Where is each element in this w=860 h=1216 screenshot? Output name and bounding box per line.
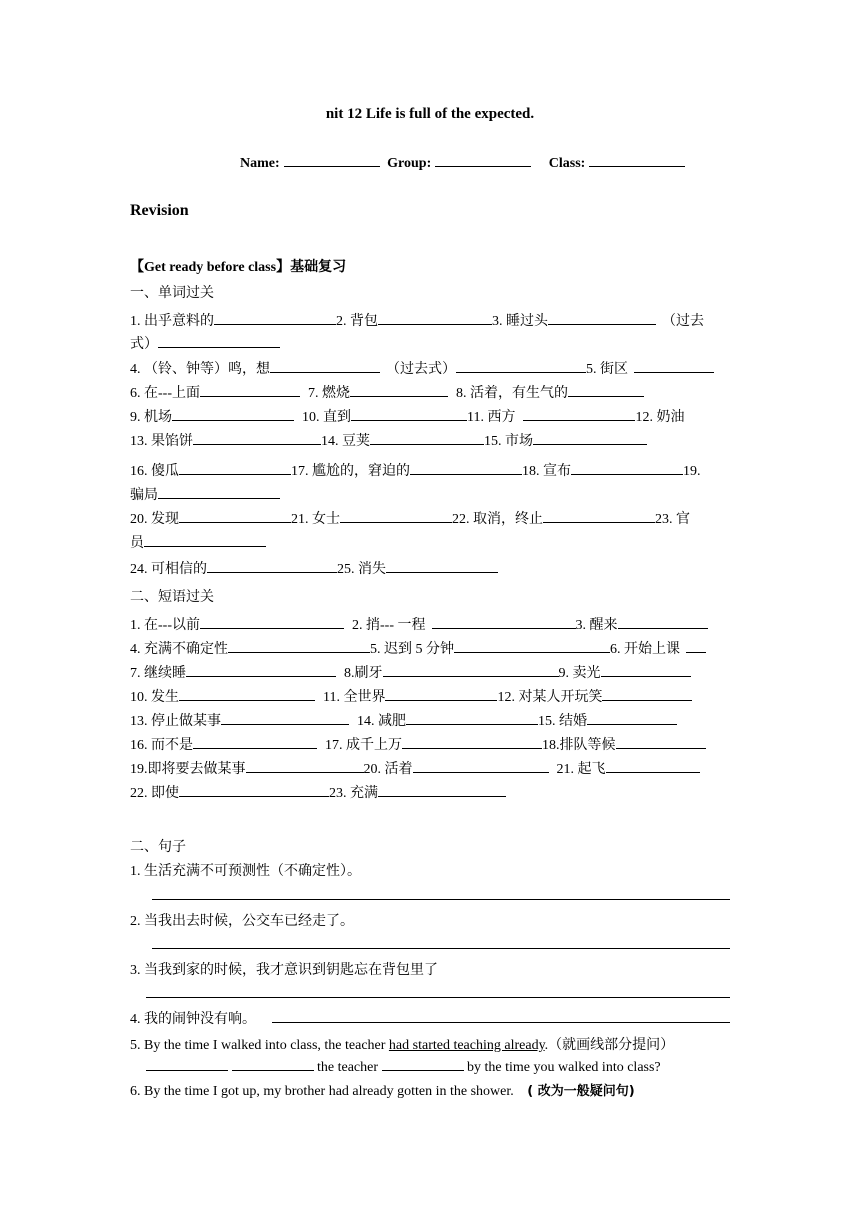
word-item: 1. 出乎意料的 xyxy=(130,314,214,329)
answer-blank[interactable] xyxy=(568,382,644,397)
answer-blank[interactable] xyxy=(246,758,364,773)
word-item: （过去 xyxy=(662,314,704,329)
answer-blank[interactable] xyxy=(571,460,683,475)
word-item: 16. 傻瓜 xyxy=(130,464,179,479)
phrase-item: 4. 充满不确定性 xyxy=(130,642,228,657)
word-item: 10. 直到 xyxy=(302,410,351,425)
answer-blank[interactable] xyxy=(221,710,349,725)
page-title: nit 12 Life is full of the expected. xyxy=(325,106,535,122)
phrase-item: 10. 发生 xyxy=(130,690,179,705)
phrase-item: 11. 全世界 xyxy=(323,690,386,705)
section-phrases-heading: 二、短语过关 xyxy=(130,590,214,605)
answer-line[interactable] xyxy=(152,899,730,900)
group-label: Group: xyxy=(387,156,432,171)
answer-line[interactable] xyxy=(146,997,730,998)
answer-blank[interactable] xyxy=(616,734,706,749)
word-item: 19. xyxy=(683,464,701,479)
answer-blank[interactable] xyxy=(207,558,337,573)
answer-blank[interactable] xyxy=(350,382,448,397)
answer-blank[interactable] xyxy=(144,532,266,547)
phrase-item: 23. 充满 xyxy=(329,786,378,801)
phrase-item: 2. 捎--- 一程 xyxy=(352,618,426,633)
answer-blank[interactable] xyxy=(686,638,706,653)
name-label: Name: xyxy=(240,156,280,171)
word-item: 18. 宣布 xyxy=(522,464,571,479)
answer-blank[interactable] xyxy=(378,782,506,797)
phrase-row xyxy=(130,710,730,730)
word-item: 22. 取消，终止 xyxy=(452,512,543,527)
phrase-row xyxy=(130,614,730,634)
answer-blank[interactable] xyxy=(602,686,692,701)
answer-blank[interactable] xyxy=(454,638,610,653)
answer-blank[interactable] xyxy=(270,358,380,373)
sentence-5-instruction: .（就画线部分提问） xyxy=(544,1038,675,1053)
phrase-row xyxy=(130,782,730,802)
sentence-4: 4. 我的闹钟没有响。 xyxy=(130,1012,256,1027)
word-item: 7. 燃烧 xyxy=(308,386,350,401)
phrase-item: 14. 减肥 xyxy=(357,714,406,729)
answer-blank[interactable] xyxy=(193,430,321,445)
phrase-item: 18.排队等候 xyxy=(542,738,616,753)
word-item: 9. 机场 xyxy=(130,410,172,425)
word-row xyxy=(130,484,730,504)
answer-blank[interactable] xyxy=(634,358,714,373)
word-row xyxy=(130,382,730,402)
word-item: （过去式） xyxy=(386,362,456,377)
answer-blank[interactable] xyxy=(587,710,677,725)
phrase-item: 5. 迟到 5 分钟 xyxy=(370,642,454,657)
answer-blank[interactable] xyxy=(402,734,542,749)
word-item: 4. （铃、钟等）鸣，想 xyxy=(130,362,270,377)
answer-blank[interactable] xyxy=(533,430,647,445)
answer-blank[interactable] xyxy=(146,1057,228,1071)
answer-blank[interactable] xyxy=(543,508,655,523)
phrase-item: 1. 在---以前 xyxy=(130,618,200,633)
word-item: 6. 在---上面 xyxy=(130,386,200,401)
phrase-item: 9. 卖光 xyxy=(558,666,601,681)
answer-line[interactable] xyxy=(152,948,730,949)
phrase-item: 8.刷牙 xyxy=(344,666,383,681)
word-item: 3. 睡过头 xyxy=(492,314,548,329)
class-field[interactable] xyxy=(589,152,685,167)
word-row xyxy=(130,558,730,578)
word-row xyxy=(130,508,730,528)
answer-blank[interactable] xyxy=(456,358,586,373)
answer-blank[interactable] xyxy=(382,1057,464,1071)
answer-blank[interactable] xyxy=(158,333,280,348)
answer-blank[interactable] xyxy=(158,484,280,499)
answer-blank[interactable] xyxy=(179,686,315,701)
phrase-item: 21. 起飞 xyxy=(556,762,606,777)
word-item: 13. 果馅饼 xyxy=(130,434,193,449)
sentence-5 xyxy=(130,1034,674,1054)
sentence-3: 3. 当我到家的时候，我才意识到钥匙忘在背包里了 xyxy=(130,963,438,978)
answer-blank[interactable] xyxy=(548,310,656,325)
answer-blank[interactable] xyxy=(179,508,291,523)
phrase-row xyxy=(130,686,730,706)
answer-blank[interactable] xyxy=(351,406,467,421)
answer-line[interactable] xyxy=(272,1022,730,1023)
sentence-6-instruction: ( 改为一般疑问句) xyxy=(527,1084,635,1099)
sentence-2: 2. 当我出去时候，公交车已经走了。 xyxy=(130,914,354,929)
phrase-item: 7. 继续睡 xyxy=(130,666,186,681)
phrase-item: 13. 停止做某事 xyxy=(130,714,221,729)
group-field[interactable] xyxy=(435,152,531,167)
word-row xyxy=(130,406,730,426)
name-field[interactable] xyxy=(284,152,380,167)
word-item: 20. 发现 xyxy=(130,512,179,527)
answer-blank[interactable] xyxy=(410,460,522,475)
phrase-item: 17. 成千上万 xyxy=(325,738,402,753)
word-item: 15. 市场 xyxy=(484,434,533,449)
sentence-5-text: 5. By the time I walked into class, the teacher xyxy=(130,1038,389,1053)
sentence-6 xyxy=(130,1080,635,1100)
word-item: 17. 尴尬的，窘迫的 xyxy=(291,464,410,479)
word-item: 5. 街区 xyxy=(586,362,628,377)
phrase-row xyxy=(130,758,730,778)
answer-blank[interactable] xyxy=(432,614,576,629)
answer-blank[interactable] xyxy=(340,508,452,523)
sentence-5-fragment: by the time you walked into class? xyxy=(467,1060,661,1075)
word-item: 25. 消失 xyxy=(337,562,386,577)
answer-blank[interactable] xyxy=(232,1057,314,1071)
answer-blank[interactable] xyxy=(370,430,484,445)
underlined-phrase: had started teaching already xyxy=(388,1038,545,1053)
class-label: Class: xyxy=(548,156,586,171)
sentence-6-text: 6. By the time I got up, my brother had already gotten in the shower. xyxy=(130,1084,514,1099)
answer-blank[interactable] xyxy=(378,310,492,325)
word-row xyxy=(130,358,730,378)
word-item: 24. 可相信的 xyxy=(130,562,207,577)
word-item: 式） xyxy=(130,337,158,352)
answer-blank[interactable] xyxy=(214,310,336,325)
phrase-row xyxy=(130,662,730,682)
answer-blank[interactable] xyxy=(228,638,370,653)
word-item: 11. 西方 xyxy=(467,410,516,425)
answer-blank[interactable] xyxy=(523,406,635,421)
phrase-row xyxy=(130,638,730,658)
answer-blank[interactable] xyxy=(179,460,291,475)
word-item: 14. 豆荚 xyxy=(321,434,370,449)
name-bar xyxy=(240,152,689,172)
phrase-row xyxy=(130,734,730,754)
sentence-5-answer xyxy=(146,1057,661,1076)
answer-blank[interactable] xyxy=(386,558,498,573)
word-item: 23. 官 xyxy=(655,512,690,527)
get-ready-heading: 【Get ready before class】基础复习 xyxy=(130,260,347,275)
answer-blank[interactable] xyxy=(601,662,691,677)
phrase-item: 19.即将要去做某事 xyxy=(130,762,246,777)
answer-blank[interactable] xyxy=(406,710,538,725)
answer-blank[interactable] xyxy=(186,662,336,677)
word-item: 员 xyxy=(130,536,144,551)
word-row xyxy=(130,532,730,552)
phrase-item: 22. 即使 xyxy=(130,786,179,801)
phrase-item: 12. 对某人开玩笑 xyxy=(497,690,603,705)
revision-heading: Revision xyxy=(130,202,189,219)
answer-blank[interactable] xyxy=(172,406,294,421)
answer-blank[interactable] xyxy=(413,758,549,773)
answer-blank[interactable] xyxy=(193,734,317,749)
word-item: 骗局 xyxy=(130,488,158,503)
phrase-item: 20. 活着 xyxy=(363,762,413,777)
word-item: 21. 女士 xyxy=(291,512,340,527)
word-row xyxy=(130,310,730,330)
answer-blank[interactable] xyxy=(200,382,300,397)
answer-blank[interactable] xyxy=(618,614,708,629)
phrase-item: 6. 开始上课 xyxy=(610,642,680,657)
answer-blank[interactable] xyxy=(200,614,344,629)
phrase-item: 15. 结婚 xyxy=(538,714,587,729)
section-words-heading: 一、单词过关 xyxy=(130,286,214,301)
sentence-1: 1. 生活充满不可预测性（不确定性）。 xyxy=(130,864,361,879)
answer-blank[interactable] xyxy=(606,758,700,773)
phrase-item: 16. 而不是 xyxy=(130,738,193,753)
word-row xyxy=(130,460,730,480)
answer-blank[interactable] xyxy=(383,662,559,677)
answer-blank[interactable] xyxy=(385,686,497,701)
word-item: 8. 活着，有生气的 xyxy=(456,386,568,401)
phrase-item: 3. 醒来 xyxy=(575,618,618,633)
word-item: 12. 奶油 xyxy=(635,410,685,425)
sentence-5-fragment: the teacher xyxy=(317,1060,379,1075)
word-row xyxy=(130,333,730,353)
section-sentences-heading: 二、句子 xyxy=(130,840,186,855)
word-row xyxy=(130,430,730,450)
word-item: 2. 背包 xyxy=(336,314,378,329)
answer-blank[interactable] xyxy=(179,782,329,797)
